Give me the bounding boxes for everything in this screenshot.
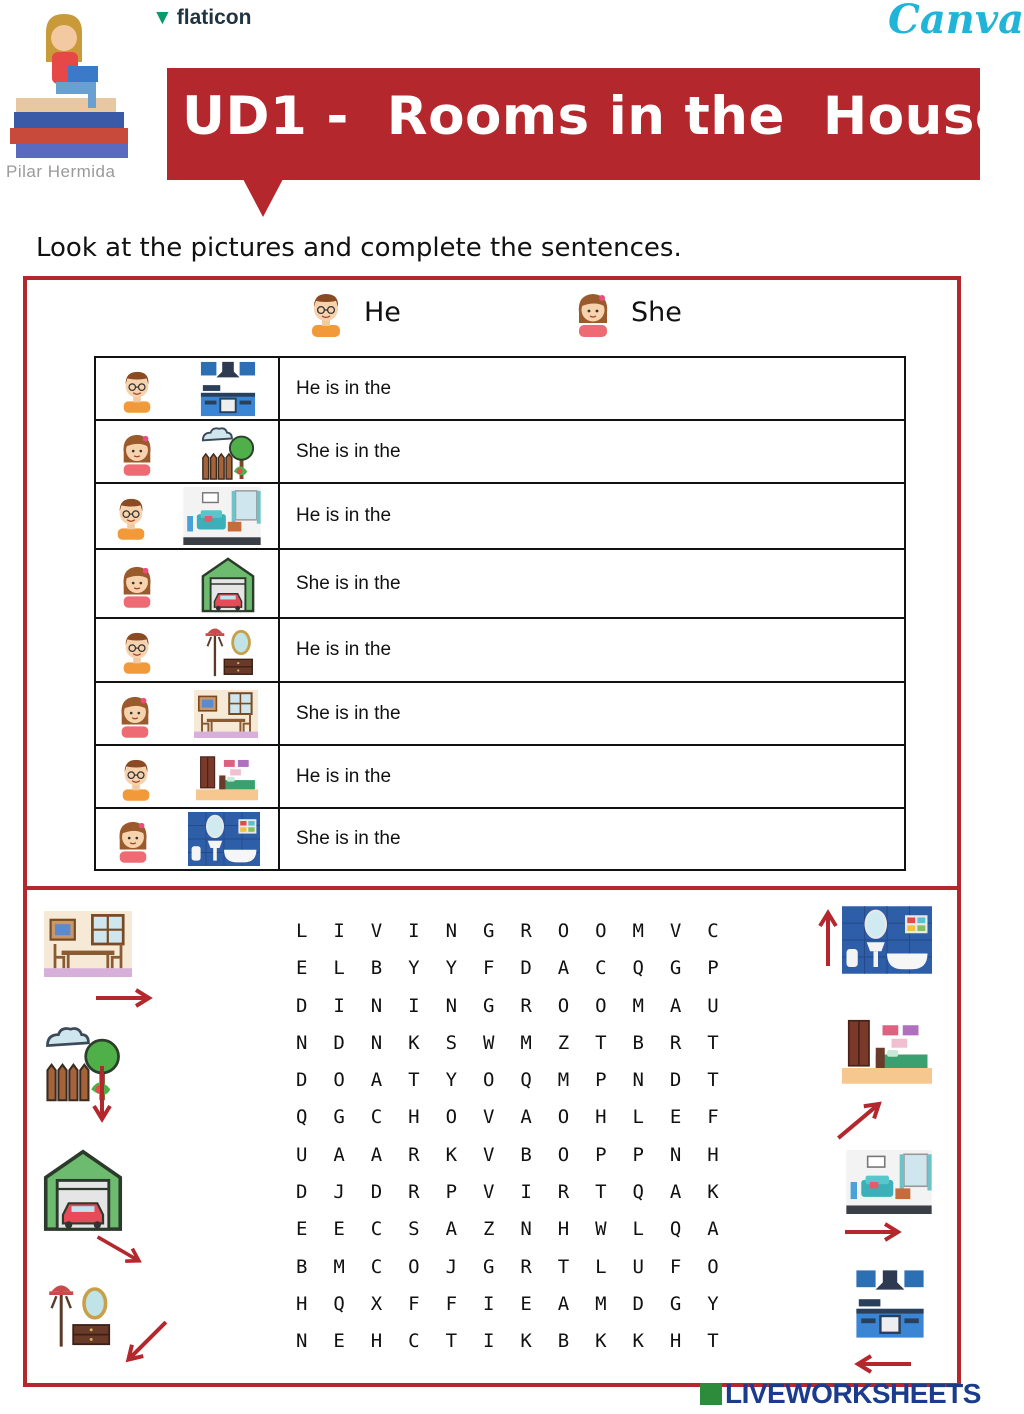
sentence-label: He is in the — [296, 377, 392, 399]
grid-letter[interactable]: L — [595, 1255, 607, 1278]
kitchen-icon — [854, 1268, 926, 1340]
sentence-row — [95, 682, 905, 745]
sentence-label: She is in the — [296, 702, 401, 724]
grid-letter[interactable]: R — [408, 1181, 420, 1204]
sentence-text[interactable] — [279, 808, 905, 870]
boy-icon — [306, 286, 346, 338]
grid-letter[interactable]: O — [707, 1255, 719, 1278]
sentence-label: She is in the — [296, 828, 401, 849]
grid-letter[interactable]: L — [632, 1218, 644, 1241]
grid-letter[interactable]: R — [408, 1143, 420, 1166]
sentence-row — [95, 808, 905, 870]
author-name: Pilar Hermida — [6, 162, 116, 181]
boy-icon — [118, 625, 156, 675]
grid-letter[interactable]: P — [595, 1143, 607, 1166]
sentence-label: He is in the — [296, 765, 392, 787]
grid-letter[interactable]: O — [333, 1069, 345, 1092]
grid-letter[interactable]: Q — [632, 957, 644, 980]
sentence-text[interactable] — [279, 745, 905, 808]
grid-letter[interactable]: Z — [482, 1218, 495, 1241]
grid-letter[interactable]: A — [557, 1292, 570, 1315]
grid-letter[interactable]: R — [669, 1031, 682, 1054]
flaticon-icon: ▼ — [152, 6, 173, 29]
grid-letter[interactable]: T — [707, 1031, 719, 1054]
hall-icon — [42, 1270, 114, 1356]
sentence-row — [95, 420, 905, 483]
grid-letter[interactable]: W — [595, 1218, 607, 1241]
grid-letter[interactable]: M — [520, 1031, 532, 1054]
grid-letter[interactable]: A — [520, 1106, 532, 1129]
grid-letter[interactable]: D — [520, 957, 532, 980]
grid-letter[interactable]: P — [632, 1143, 644, 1166]
arrow-down-icon — [92, 1062, 112, 1126]
flaticon-logo — [152, 6, 251, 30]
dining-room-icon — [194, 686, 258, 742]
grid-letter[interactable]: K — [445, 1143, 458, 1166]
girl-icon — [118, 427, 156, 477]
hall-icon — [200, 622, 256, 678]
title-banner-tail — [243, 179, 283, 217]
girl-icon — [116, 689, 154, 739]
grid-letter[interactable]: C — [595, 957, 607, 980]
grid-letter[interactable]: B — [520, 1143, 532, 1166]
bedroom-icon — [842, 1010, 932, 1090]
grid-letter[interactable]: N — [296, 1330, 308, 1353]
grid-letter[interactable]: A — [669, 994, 682, 1017]
grid-letter[interactable]: Q — [296, 1106, 308, 1129]
garage-icon — [199, 555, 257, 613]
garage-icon — [40, 1146, 126, 1232]
grid-letter[interactable]: H — [595, 1106, 607, 1129]
grid-letter[interactable]: A — [370, 1143, 383, 1166]
grid-letter[interactable]: Q — [520, 1069, 532, 1092]
grid-letter[interactable]: N — [370, 994, 383, 1017]
arrow-up-icon — [818, 906, 838, 970]
grid-letter[interactable]: I — [333, 920, 345, 942]
grid-letter[interactable]: L — [296, 920, 308, 942]
grid-letter[interactable]: N — [520, 1218, 532, 1241]
grid-letter[interactable]: U — [707, 994, 719, 1017]
grid-letter[interactable]: N — [632, 1069, 644, 1092]
grid-letter[interactable]: M — [632, 994, 644, 1017]
sentence-row — [95, 483, 905, 549]
sentence-row — [95, 357, 905, 420]
liveworksheets-logo — [700, 1378, 981, 1410]
grid-letter[interactable]: A — [445, 1218, 458, 1241]
grid-letter[interactable]: S — [408, 1218, 420, 1241]
grid-letter[interactable]: T — [595, 1181, 607, 1204]
grid-letter[interactable]: T — [408, 1069, 420, 1092]
living-room-icon — [182, 487, 262, 545]
garden-icon — [199, 423, 257, 481]
grid-letter[interactable]: F — [445, 1292, 458, 1315]
grid-letter[interactable]: G — [482, 1255, 495, 1278]
grid-letter[interactable]: T — [445, 1330, 458, 1353]
grid-letter[interactable]: H — [408, 1106, 420, 1129]
grid-letter[interactable]: T — [595, 1031, 607, 1054]
grid-letter[interactable]: I — [482, 1292, 495, 1315]
grid-letter[interactable]: I — [520, 1181, 532, 1204]
grid-letter[interactable]: R — [520, 1255, 532, 1278]
sentence-label: He is in the — [296, 505, 392, 526]
grid-letter[interactable]: S — [445, 1031, 458, 1054]
grid-letter[interactable]: N — [445, 920, 458, 942]
sentence-text[interactable] — [279, 357, 905, 420]
grid-letter[interactable]: V — [370, 920, 383, 942]
sentence-label: She is in the — [296, 440, 401, 462]
grid-letter[interactable]: P — [595, 1069, 607, 1092]
grid-letter[interactable]: D — [370, 1181, 383, 1204]
grid-letter[interactable]: H — [370, 1330, 383, 1353]
grid-letter[interactable]: R — [520, 920, 532, 942]
grid-letter[interactable]: O — [557, 994, 570, 1017]
grid-letter[interactable]: D — [669, 1069, 682, 1092]
legend-she — [573, 286, 682, 338]
grid-letter[interactable]: K — [632, 1330, 644, 1353]
grid-letter[interactable]: O — [557, 1143, 570, 1166]
grid-letter[interactable]: K — [595, 1330, 607, 1353]
grid-letter[interactable]: H — [669, 1330, 682, 1353]
grid-letter[interactable]: I — [482, 1330, 495, 1353]
grid-letter[interactable]: U — [632, 1255, 644, 1278]
arrow-left-icon — [850, 1354, 916, 1374]
legend-he-label: He — [364, 296, 401, 328]
grid-letter[interactable]: H — [296, 1292, 308, 1315]
boy-icon — [118, 364, 156, 414]
grid-letter[interactable]: V — [482, 1143, 495, 1166]
author-avatar — [8, 12, 133, 162]
grid-letter[interactable]: E — [296, 957, 308, 980]
boy-icon — [112, 491, 150, 541]
grid-letter[interactable]: B — [370, 957, 383, 980]
grid-letter[interactable]: W — [482, 1031, 495, 1054]
grid-letter[interactable]: D — [296, 1069, 308, 1092]
girl-icon — [114, 814, 152, 864]
grid-letter[interactable]: Y — [445, 957, 458, 980]
grid-letter[interactable]: L — [632, 1106, 644, 1129]
canva-logo: Canva — [888, 0, 1024, 43]
grid-letter[interactable]: D — [296, 1181, 308, 1204]
word-search-grid — [288, 913, 737, 1361]
grid-letter[interactable]: K — [707, 1181, 719, 1204]
grid-letter[interactable]: K — [520, 1330, 532, 1353]
sentence-text[interactable] — [279, 420, 905, 483]
grid-letter[interactable]: I — [333, 994, 345, 1017]
grid-letter[interactable]: L — [333, 957, 345, 980]
grid-letter[interactable]: D — [632, 1292, 644, 1315]
girl-icon — [118, 559, 156, 609]
instruction: Look at the pictures and complete the sentences. — [36, 233, 682, 263]
grid-letter[interactable]: O — [445, 1106, 458, 1129]
grid-letter[interactable]: M — [595, 1292, 607, 1315]
grid-letter[interactable]: A — [669, 1181, 682, 1204]
footer-label: LIVEWORKSHEETS — [725, 1378, 981, 1409]
grid-letter[interactable]: F — [669, 1255, 682, 1278]
grid-letter[interactable]: E — [669, 1106, 682, 1129]
dining-room-icon — [44, 906, 132, 982]
grid-letter[interactable]: O — [482, 1069, 495, 1092]
grid-letter[interactable]: T — [707, 1069, 719, 1092]
sentence-text[interactable] — [279, 549, 905, 618]
liveworksheets-icon — [700, 1383, 722, 1405]
grid-letter[interactable]: X — [370, 1292, 383, 1315]
section-divider — [23, 886, 961, 890]
grid-letter[interactable]: K — [408, 1031, 420, 1054]
grid-letter[interactable]: C — [370, 1218, 383, 1241]
grid-letter[interactable]: R — [520, 994, 532, 1017]
grid-letter[interactable]: D — [296, 994, 308, 1017]
legend-he — [306, 286, 401, 338]
sentence-text[interactable] — [279, 483, 905, 549]
flaticon-label: flaticon — [176, 6, 252, 29]
sentences-table — [94, 356, 906, 871]
bathroom-icon — [188, 811, 260, 867]
grid-letter[interactable]: R — [557, 1181, 570, 1204]
grid-letter[interactable]: B — [557, 1330, 570, 1353]
grid-letter[interactable]: N — [669, 1143, 682, 1166]
grid-letter[interactable]: N — [445, 994, 458, 1017]
grid-letter[interactable]: E — [520, 1292, 532, 1315]
arrow-right-icon — [840, 1222, 906, 1242]
living-room-icon — [842, 1150, 936, 1214]
grid-letter[interactable]: J — [445, 1255, 458, 1278]
grid-letter[interactable]: E — [333, 1218, 345, 1241]
grid-letter[interactable]: F — [482, 957, 495, 980]
grid-letter[interactable]: A — [333, 1143, 345, 1166]
girl-icon — [573, 286, 613, 338]
grid-letter[interactable]: A — [557, 957, 570, 980]
grid-letter[interactable]: A — [370, 1069, 383, 1092]
grid-letter[interactable]: T — [707, 1330, 719, 1353]
sentence-text[interactable] — [279, 682, 905, 745]
grid-letter[interactable]: O — [557, 1106, 570, 1129]
grid-letter[interactable]: O — [595, 994, 607, 1017]
sentence-text[interactable] — [279, 618, 905, 682]
grid-letter[interactable]: Y — [445, 1069, 458, 1092]
sentence-label: She is in the — [296, 572, 401, 594]
grid-letter[interactable]: O — [557, 920, 570, 942]
grid-letter[interactable]: G — [482, 994, 495, 1017]
grid-letter[interactable]: C — [370, 1106, 383, 1129]
grid-letter[interactable]: I — [408, 994, 420, 1017]
grid-letter[interactable]: B — [632, 1031, 644, 1054]
grid-letter[interactable]: M — [632, 920, 644, 942]
grid-letter[interactable]: H — [707, 1143, 719, 1166]
grid-letter[interactable]: M — [557, 1069, 570, 1092]
grid-letter[interactable]: E — [333, 1330, 345, 1353]
sentence-row — [95, 745, 905, 808]
grid-letter[interactable]: J — [333, 1181, 345, 1204]
arrow-right-icon — [92, 988, 156, 1008]
grid-letter[interactable]: P — [707, 957, 719, 980]
grid-letter[interactable]: G — [669, 957, 682, 980]
grid-letter[interactable]: O — [595, 920, 607, 942]
grid-letter[interactable]: E — [296, 1218, 308, 1241]
sentence-row — [95, 618, 905, 682]
grid-letter[interactable]: H — [557, 1218, 570, 1241]
grid-letter[interactable]: V — [669, 920, 682, 942]
sentence-row — [95, 549, 905, 618]
grid-letter[interactable]: C — [408, 1330, 420, 1353]
grid-letter[interactable]: G — [482, 920, 495, 942]
grid-letter[interactable]: U — [296, 1143, 308, 1166]
grid-letter[interactable]: T — [557, 1255, 570, 1278]
grid-letter[interactable]: Z — [557, 1031, 570, 1054]
grid-letter[interactable]: D — [333, 1031, 345, 1054]
grid-letter[interactable]: Q — [669, 1218, 682, 1241]
grid-letter[interactable]: A — [707, 1218, 719, 1241]
kitchen-icon — [199, 360, 257, 418]
grid-letter[interactable]: M — [333, 1255, 345, 1278]
grid-letter[interactable]: C — [370, 1255, 383, 1278]
grid-letter[interactable]: C — [707, 920, 719, 942]
grid-letter[interactable]: O — [408, 1255, 420, 1278]
grid-letter[interactable]: F — [408, 1292, 420, 1315]
grid-letter[interactable]: N — [370, 1031, 383, 1054]
grid-letter[interactable]: Y — [408, 957, 420, 980]
grid-letter[interactable]: V — [482, 1181, 495, 1204]
legend-she-label: She — [631, 296, 682, 328]
page-title: UD1 - Rooms in the House — [182, 86, 1012, 147]
grid-letter[interactable]: I — [408, 920, 420, 942]
boy-icon — [117, 752, 155, 802]
bedroom-icon — [196, 752, 258, 802]
grid-letter[interactable]: Q — [333, 1292, 345, 1315]
grid-letter[interactable]: G — [669, 1292, 682, 1315]
bathroom-icon — [842, 904, 932, 976]
grid-letter[interactable]: Q — [632, 1181, 644, 1204]
grid-letter[interactable]: B — [296, 1255, 308, 1278]
grid-letter[interactable]: G — [333, 1106, 345, 1129]
grid-letter[interactable]: P — [445, 1181, 458, 1204]
grid-letter[interactable]: V — [482, 1106, 495, 1129]
grid-letter[interactable]: Y — [707, 1292, 719, 1315]
grid-letter[interactable]: F — [707, 1106, 719, 1129]
sentence-label: He is in the — [296, 639, 392, 660]
grid-letter[interactable]: N — [296, 1031, 308, 1054]
